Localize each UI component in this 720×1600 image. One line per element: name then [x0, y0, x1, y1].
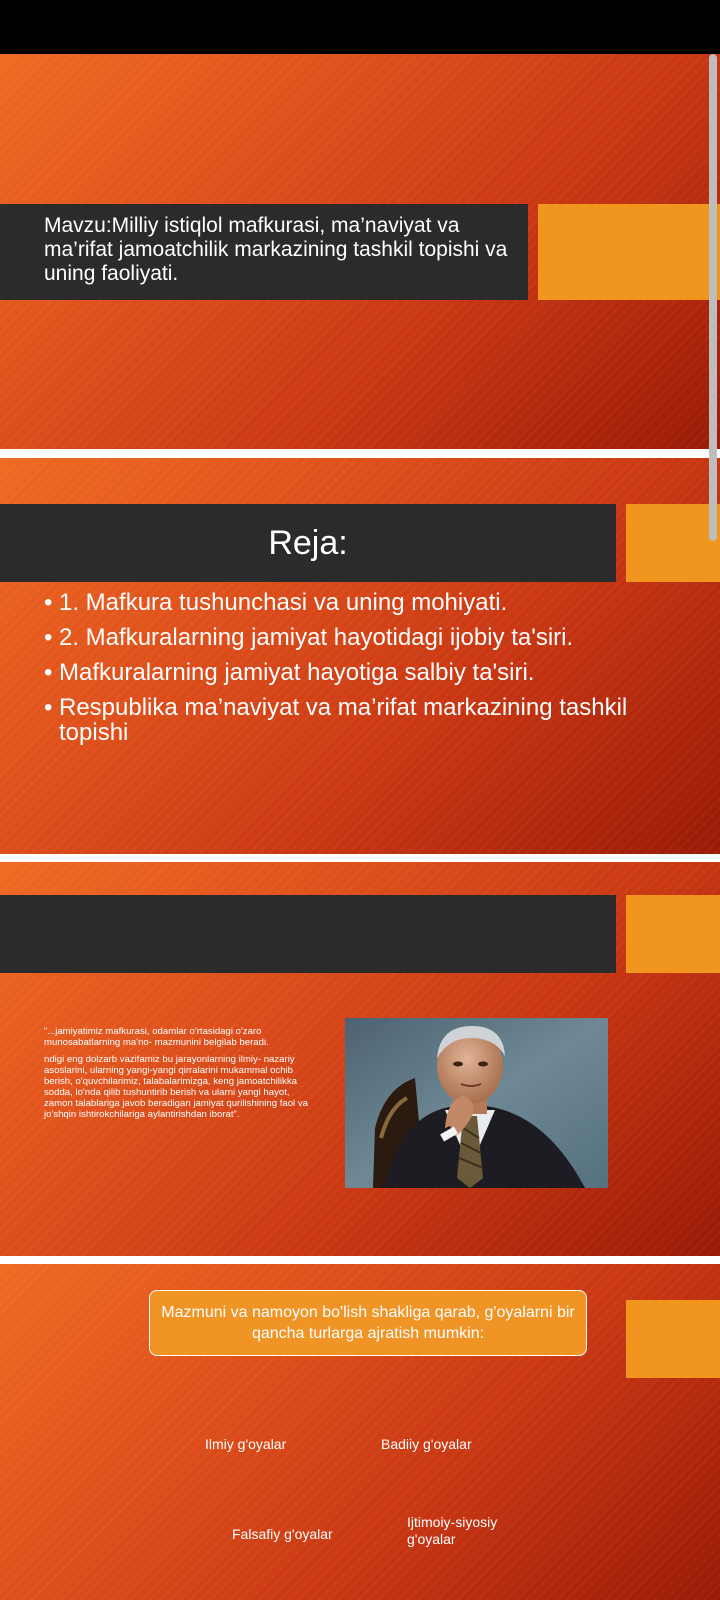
quote-paragraph: ndigi eng dolzarb vazifamiz bu jarayonlarning ilmiy- nazariy asoslarini, ularning yangi-yangi qirralarini mukammal ochib berish, o'quvchilarimiz, talabalarimizga, keng jamoatchilikka sodda, lo'nda qilib tushuntirib berish va ularni yangi hayot, zamon talablariga javob beradigan jamiyat qurilishining faol va jo'shqin ishtirokchilariga aylantirishdan iborat”. [44, 1054, 308, 1120]
idea-label-ilmiy: Ilmiy g'oyalar [205, 1436, 287, 1452]
plan-item: • 1. Mafkura tushunchasi va uning mohiyati. [44, 590, 664, 615]
plan-list [44, 590, 664, 755]
vertical-scrollbar[interactable] [709, 54, 717, 541]
idea-label-falsafiy: Falsafiy g'oyalar [232, 1526, 333, 1542]
slide-title-text: Mavzu:Milliy istiqlol mafkurasi, ma’naviyat va ma’rifat jamoatchilik markazining tashkil topishi va uning faoliyati. [44, 214, 508, 285]
title-band [0, 204, 528, 300]
top-status-bar [0, 0, 720, 54]
slide-plan [0, 458, 720, 854]
slide-quote [0, 862, 720, 1256]
plan-heading-band [0, 504, 616, 582]
quote-text [44, 1026, 314, 1126]
empty-heading-band [0, 895, 616, 973]
idea-label-ijtimoiy: Ijtimoiy-siyosiy g'oyalar [407, 1514, 498, 1547]
slide-ideas [0, 1264, 720, 1600]
quote-paragraph: “...jamiyatimiz mafkurasi, odamlar o'rtasidagi o'zaro munosabatlarning ma'no- mazmunini belgilab beradi. [44, 1026, 269, 1048]
ideas-callout: Mazmuni va namoyon bo'lish shakliga qarab, g'oyalarni bir qancha turlarga ajratish mumkin: [149, 1290, 587, 1356]
idea-label-badiiy: Badiiy g'oyalar [381, 1436, 472, 1452]
accent-block [626, 1300, 720, 1378]
accent-block [626, 895, 720, 973]
portrait-photo [345, 1018, 608, 1188]
portrait-illustration [345, 1018, 608, 1188]
accent-block [538, 204, 720, 300]
plan-item: • 2. Mafkuralarning jamiyat hayotidagi ijobiy ta'siri. [44, 625, 664, 650]
plan-item: • Respublika ma’naviyat va ma’rifat markazining tashkil topishi [44, 695, 664, 745]
plan-heading: Reja: [268, 524, 348, 562]
slide-title [0, 54, 720, 449]
plan-item: • Mafkuralarning jamiyat hayotiga salbiy ta'siri. [44, 660, 664, 685]
accent-block [626, 504, 720, 582]
